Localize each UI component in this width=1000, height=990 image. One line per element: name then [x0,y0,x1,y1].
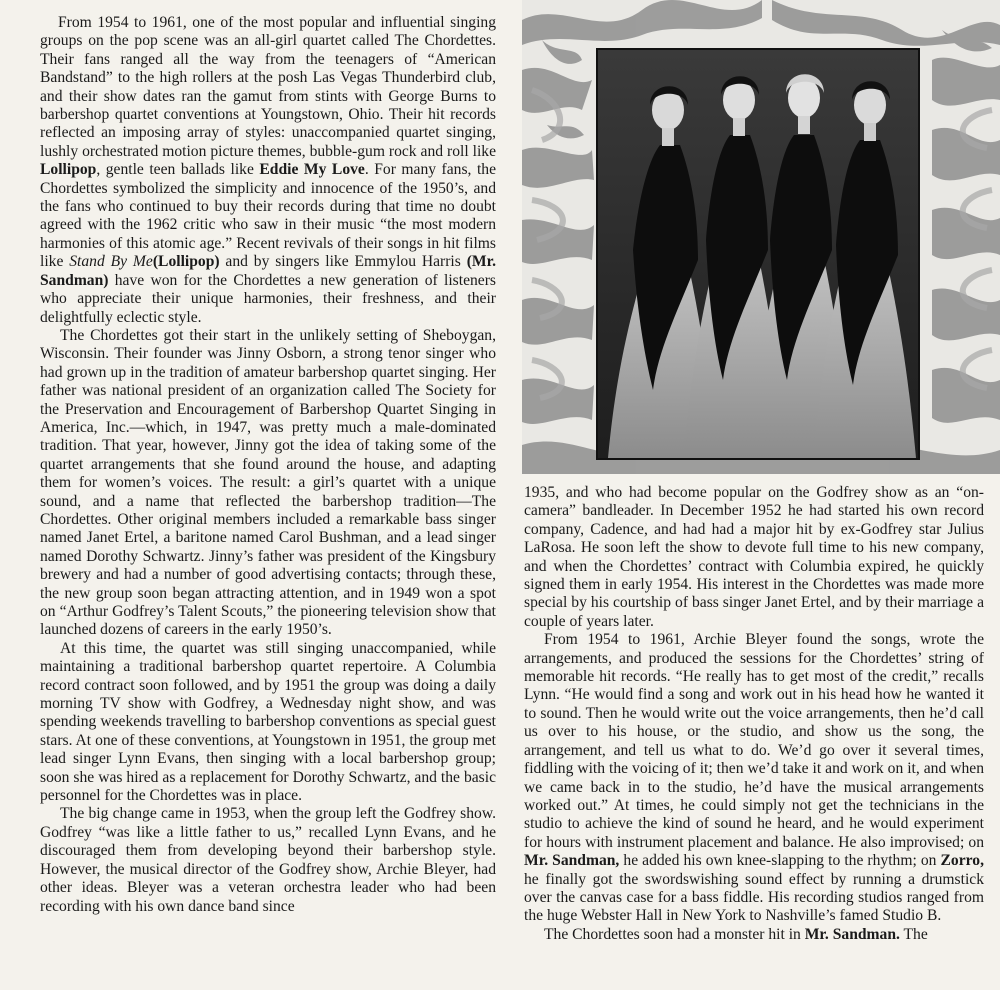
film-title: Stand By Me [69,253,153,271]
text-run: and by singers like Emmylou Harris [219,253,467,271]
text-run: he added his own knee-slapping to the rhythm; on [619,852,941,870]
song-title: (Mr. Sandman) [40,253,496,289]
text-run: From 1954 to 1961, one of the most popular and influential singing groups on the pop scene was an all-girl quartet called The Chordettes. Their fans ranged all the way from the teenagers of “American Bandstand” to the high rollers at the posh Las Vegas Thunderbird club, and their show dates ran the gamut from stints with George Burns to barbershop quartet conventions at Youngstown, Ohio. Their hit records reflected an imposing array of styles: unaccompanied quartet singing, lushly orchestrated motion picture themes, bubble-gum rock and roll like [40,14,496,160]
song-title: (Lollipop) [152,253,220,271]
paragraph-5 [524,631,984,926]
paragraph-3: At this time, the quartet was still singing unaccompanied, while maintaining a traditional barbershop quartet repertoire. A Columbia record contract soon followed, and by 1951 the group was doing a daily morning TV show with Godfrey, a Wednesday night show, and was spending weekends travelling to barbershop conventions as special guest stars. At one of these conventions, at Youngstown in 1951, the group met lead singer Lynn Evans, then singing with a local barbershop group; soon she was hired as a replacement for Dorothy Schwartz, and the basic personnel for the Chordettes was in place. [40,639,496,805]
song-title: Eddie My Love [259,161,365,179]
text-run: he finally got the swordswishing sound effect by running a drumstick over the canvas case for a bass fiddle. His recording studios ranged from the huge Webster Hall in New York to Nashville’s famed Studio B. [524,870,984,925]
paragraph-4: The big change came in 1953, when the group left the Godfrey show. Godfrey “was like a little father to us,” recalled Lynn Evans, and he discouraged them from developing beyond their barbershop style. However, the musical director of the Godfrey show, Archie Bleyer, had other ideas. Bleyer was a veteran orchestra leader who had been recording with his own dance band since [40,805,496,915]
paragraph-4-continued: 1935, and who had become popular on the Godfrey show as an “on-camera” bandleader. In December 1952 he had started his own record company, Cadence, and had had a major hit by ex-Godfrey star Julius LaRosa. He soon left the show to devote full time to his new company, and when the Chordettes’ contract with Columbia expired, he quickly signed them in early 1954. His interest in the Chordettes was made more special by his courtship of bass singer Janet Ertel, and by their marriage a couple of years later. [524,484,984,630]
paragraph-1 [40,14,496,327]
song-title: Lollipop [40,161,97,179]
song-title: Mr. Sandman. [804,925,900,943]
text-run: From 1954 to 1961, Archie Bleyer found the songs, wrote the arrangements, and produced the sessions for the Chordettes’ string of memorable hit records. “He really has to get most of the credit,” recalls Lynn. “He would find a song and work out in his head how he wanted it to sound. Then he would write out the voice arrangements, then he’d call us over to his house, or the studio, and show us the song, the arrangement, and tell us what to do. We’d go over it several times, fiddling with the voicing of it; then we’d take it and work on it, and when we came back in to the studio, he’d have the musical arrangements worked out.” At times, he could simply not get the technicians in the studio to achieve the kind of sound he heard, and he would experiment for hours with instrument placement and balance. He also improvised; on [524,631,984,851]
paragraph-2: The Chordettes got their start in the unlikely setting of Sheboygan, Wisconsin. Their founder was Jinny Osborn, a strong tenor singer who had grown up in the tradition of amateur barbershop quartet singing. Her father was national president of an organization called The Society for the Preservation and Encouragement of Barbershop Quartet Singing in America, Inc.—which, in 1947, was pretty much a male-dominated tradition. That year, however, Jinny got the idea of taking some of the quartet arrangements that she found around the house, and adapting them for women’s voices. The result: a girl’s quartet with a unique sound, and a name that reflected the barbershop tradition—The Chordettes. Other original members included a remarkable bass singer named Janet Ertel, a baritone named Carol Bushman, and a lead singer named Dorothy Schwartz. Jinny’s father was president of the Kingsbury brewery and had a number of good advertising contacts; through these, the new group soon began attracting attention, and in 1949 won a spot on “Arthur Godfrey’s Talent Scouts,” the pioneering television show that launched dozens of careers in the early 1950’s. [40,326,496,639]
right-column [524,484,984,944]
chordettes-group-photo [596,48,920,460]
photo-illustration [598,50,918,458]
text-run: The [899,925,928,943]
text-run: . For many fans, the Chordettes symbolized the simplicity and innocence of the 1950’s, and the fans who continued to buy their records during that time no doubt agreed with the 1962 critic who saw in their music “the most modern harmonies of this atomic age.” Recent revivals of their songs in hit films like [40,161,496,271]
song-title: Mr. Sandman, [524,852,620,870]
text-run: , gentle teen ballads like [96,161,260,179]
paragraph-6 [524,926,984,944]
text-run: have won for the Chordettes a new generation of listeners who appreciate their unique harmonies, their freshness, and their delightfully eclectic style. [40,271,496,326]
left-column [40,14,496,916]
song-title: Zorro, [940,852,984,870]
text-run: The Chordettes soon had a monster hit in [544,925,805,943]
